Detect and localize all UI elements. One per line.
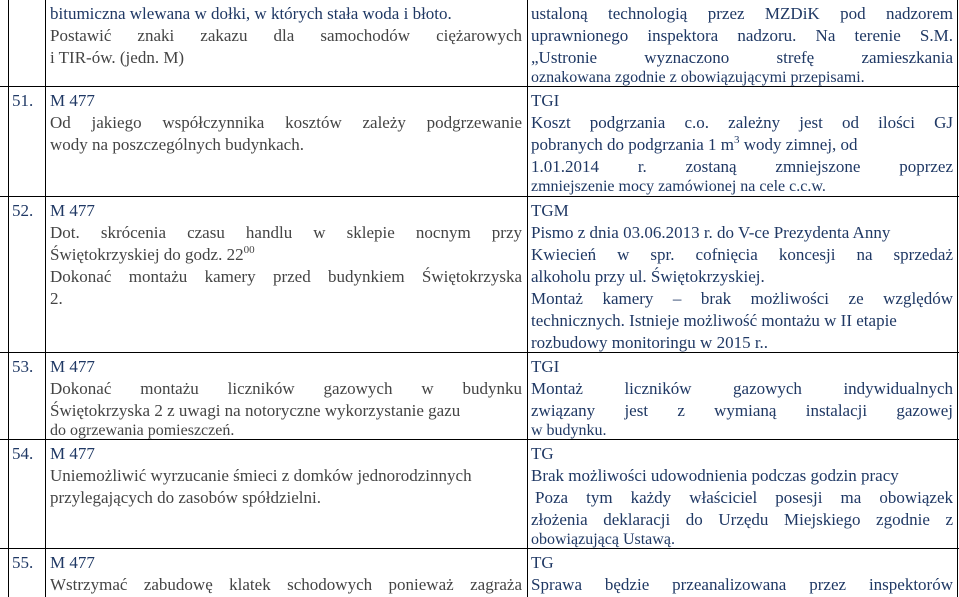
row-54-answer-line: Poza tym każdy właściciel posesji ma obowiązek <box>535 488 953 507</box>
row-54-question-line: przylegających do zasobów spółdzielni. <box>50 488 321 507</box>
row-52-question-line: 2. <box>50 289 63 308</box>
row-52-question-line: Świętokrzyskiej do godz. $22^{00}$ <box>50 244 255 264</box>
row-55-question-line: Wstrzymać zabudowę klatek schodowych ponieważ zagraża <box>50 575 522 594</box>
row-55-tag: TG <box>531 553 554 572</box>
row-divider <box>0 352 959 353</box>
row-52-answer-line: Kwiecień w spr. cofnięcia koncesji na sprzedaż <box>531 245 953 264</box>
row-51-tag: TGI <box>531 91 560 110</box>
table-border-left <box>8 0 9 597</box>
row-51-answer-line: 1.01.2014 r. zostaną zmniejszone poprzez <box>531 157 953 176</box>
row-53-code: M 477 <box>50 357 95 376</box>
table-border-number-column <box>45 0 46 597</box>
row-50-question-line: Postawić znaki zakazu dla samochodów ciężarowych <box>50 26 522 45</box>
row-52-tag: TGM <box>531 201 569 220</box>
superscript: 3 <box>734 134 740 146</box>
row-53-question-line: Świętokrzyska 2 z uwagi na notoryczne wykorzystanie gazu <box>50 401 461 420</box>
table-border-middle <box>527 0 528 597</box>
row-50-answer-line: ustaloną technologią przez MZDiK pod nadzorem <box>531 4 953 23</box>
row-50-question-line: i TIR-ów. (jedn. M) <box>50 48 185 67</box>
row-54-number: 54. <box>12 444 34 463</box>
row-52-question-line: Dot. skrócenia czasu handlu w sklepie nocnym przy <box>50 223 522 242</box>
row-52-answer-line: Pismo z dnia 03.06.2013 r. do V-ce Prezydenta Anny <box>531 223 891 242</box>
row-52-answer-line: technicznych. Istnieje możliwość montażu w II etapie <box>531 311 897 330</box>
row-54-question-line: Uniemożliwić wyrzucanie śmieci z domków jednorodzinnych <box>50 466 472 485</box>
row-50-answer-line: uprawnionego inspektora nadzoru. Na terenie S.M. <box>531 26 953 45</box>
row-50-answer-line: „Ustronie wyznaczono strefę zamieszkania <box>531 48 953 67</box>
row-54-tag: TG <box>531 444 554 463</box>
row-54-answer-line: złożenia deklaracji do Urzędu Miejskiego zgodnie z <box>531 510 953 529</box>
row-51-answer-line: pobranych do podgrzania 1 $m^3$ wody zimnej, od <box>531 134 858 154</box>
row-53-question-line: do ogrzewania pomieszczeń. <box>50 422 235 439</box>
row-51-question-line: Od jakiego współczynnika kosztów zależy podgrzewanie <box>50 113 522 132</box>
row-53-answer-line: Montaż liczników gazowych indywidualnych <box>531 379 953 398</box>
row-52-answer-line: Montaż kamery – brak możliwości ze względów <box>531 289 953 308</box>
row-51-question-line: wody na poszczególnych budynkach. <box>50 135 304 154</box>
row-52-number: 52. <box>12 201 34 220</box>
row-51-answer-line: zmniejszenie mocy zamówionej na cele c.c.w. <box>531 178 826 195</box>
row-52-answer-line: alkoholu przy ul. Świętokrzyskiej. <box>531 267 765 286</box>
row-52-question-line: Dokonać montażu kamery przed budynkiem Świętokrzyska <box>50 267 522 286</box>
row-53-answer-line: w budynku. <box>531 422 607 439</box>
row-53-answer-line: związany jest z wymianą instalacji gazowej <box>531 401 953 420</box>
row-55-code: M 477 <box>50 553 95 572</box>
row-54-answer-line: obowiązującą Ustawą. <box>531 531 675 548</box>
row-54-answer-line: Brak możliwości udowodnienia podczas godzin pracy <box>531 466 899 485</box>
row-55-answer-line: Sprawa będzie przeanalizowana przez inspektorów <box>531 575 953 594</box>
row-51-code: M 477 <box>50 91 95 110</box>
superscript: 00 <box>243 244 255 256</box>
row-51-number: 51. <box>12 91 34 110</box>
row-50-question-line: bitumiczna wlewana w dołki, w których stała woda i błoto. <box>50 4 452 23</box>
table-border-right <box>957 0 958 597</box>
row-53-question-line: Dokonać montażu liczników gazowych w budynku <box>50 379 522 398</box>
row-52-code: M 477 <box>50 201 95 220</box>
row-50-answer-line: oznakowana zgodnie z obowiązującymi przepisami. <box>531 69 865 86</box>
row-51-answer-line: Koszt podgrzania c.o. zależny jest od ilości GJ <box>531 113 953 132</box>
row-55-number: 55. <box>12 553 34 572</box>
row-53-tag: TGI <box>531 357 560 376</box>
row-52-answer-line: rozbudowy monitoringu w 2015 r.. <box>531 333 769 352</box>
row-53-number: 53. <box>12 357 34 376</box>
row-54-code: M 477 <box>50 444 95 463</box>
row-divider <box>0 548 959 549</box>
